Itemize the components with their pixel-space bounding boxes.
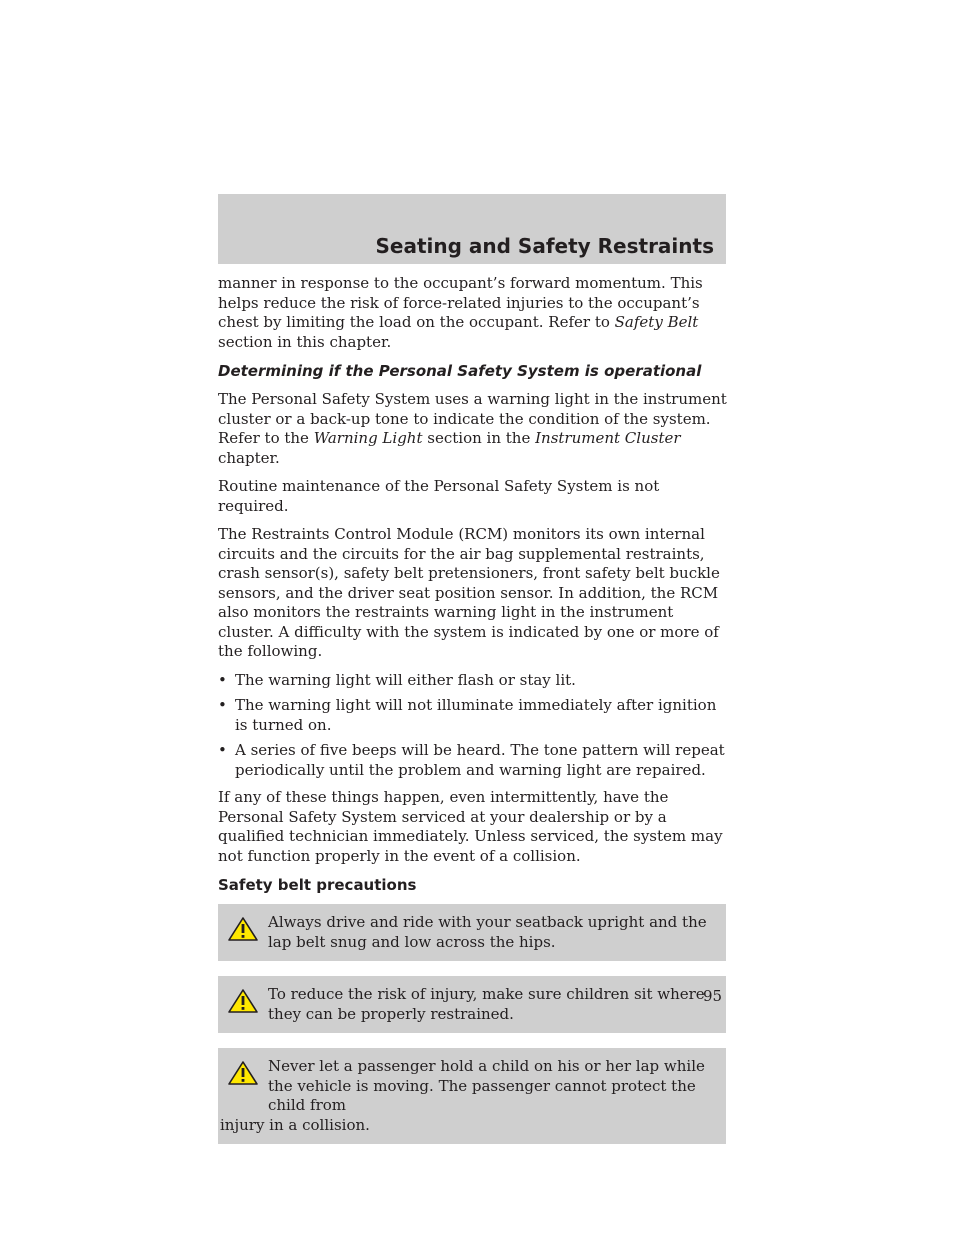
warning-box xyxy=(218,1048,726,1144)
paragraph-maintenance: Routine maintenance of the Personal Safety System is not required. xyxy=(218,477,660,515)
paragraph-rcm: The Restraints Control Module (RCM) monitors its own internal circuits and the circuits for the air bag supplemental restraints, crash sensor(s), safety belt pretensioners, front safety belt buckle sensors, and the driver seat position sensor. In addition, the RCM also monitors the restraints warning light in the instrument cluster. A difficulty with the system is indicated by one or more of the following. xyxy=(218,525,720,660)
p1-text: The Personal Safety System uses a warning light in the instrument cluster or a back-up tone to indicate the condition of the system. Refer to the xyxy=(218,390,727,447)
warning-triangle-icon xyxy=(227,916,259,942)
section-heading-precautions: Safety belt precautions xyxy=(218,876,417,894)
ref-instrument-cluster: Instrument Cluster xyxy=(535,429,681,447)
warning-text: To reduce the risk of injury, make sure children sit where they can be properly restrained. xyxy=(268,985,705,1023)
intro-text: manner in response to the occupant’s forward momentum. This helps reduce the risk of force-related injuries to the occupant’s chest by limiting the load on the occupant. Refer to xyxy=(218,274,703,331)
warning-text-continued: injury in a collision. xyxy=(220,1115,370,1134)
intro-text-end: section in this chapter. xyxy=(218,332,392,351)
bullet: • xyxy=(218,741,227,759)
warning-box xyxy=(218,904,726,961)
page-content xyxy=(218,274,732,1159)
header-band xyxy=(218,194,726,264)
ref-warning-light: Warning Light xyxy=(313,429,423,447)
section-heading-operational: Determining if the Personal Safety System is operational xyxy=(218,362,702,380)
list-item-text: The warning light will either flash or stay lit. xyxy=(235,670,576,689)
page-header-title: Seating and Safety Restraints xyxy=(375,234,714,258)
p1-end: chapter. xyxy=(218,448,280,467)
warning-text: Always drive and ride with your seatback upright and the lap belt snug and low across the hips. xyxy=(268,913,707,951)
bullet: • xyxy=(218,696,227,714)
list-item xyxy=(218,671,732,691)
list-item-text: A series of five beeps will be heard. The tone pattern will repeat periodically until the problem and warning light are repaired. xyxy=(235,741,725,779)
page-number: 95 xyxy=(703,987,723,1005)
list-item-text: The warning light will not illuminate immediately after ignition is turned on. xyxy=(235,696,717,734)
warning-text: Never let a passenger hold a child on his or her lap while the vehicle is moving. The passenger cannot protect the child from xyxy=(268,1057,705,1114)
paragraph-service: If any of these things happen, even intermittently, have the Personal Safety System serviced at your dealership or by a qualified technician immediately. Unless serviced, the system may not function properly in the event of a collision. xyxy=(218,788,723,865)
p1-middle: section in the xyxy=(427,429,531,447)
paragraph-warning-light xyxy=(218,390,732,468)
intro-ref-safety-belt: Safety Belt xyxy=(614,313,699,331)
warning-triangle-icon xyxy=(227,988,259,1014)
bullet: • xyxy=(218,670,227,689)
symptom-list xyxy=(218,671,732,781)
warning-triangle-icon xyxy=(227,1060,259,1086)
warning-box xyxy=(218,976,726,1033)
list-item xyxy=(218,696,732,735)
list-item xyxy=(218,741,732,780)
intro-paragraph xyxy=(218,274,732,352)
